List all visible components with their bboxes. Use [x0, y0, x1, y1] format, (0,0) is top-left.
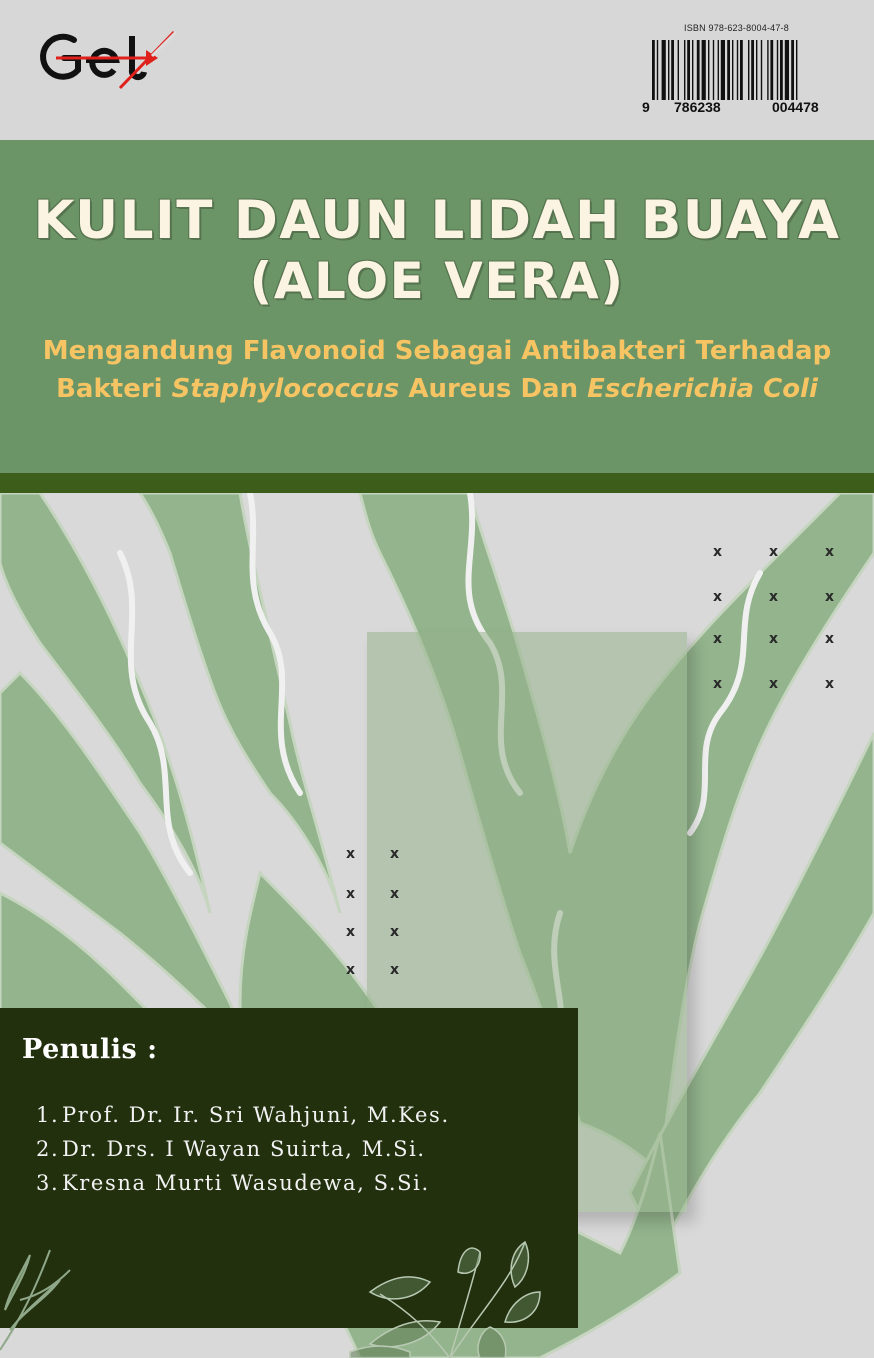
- x-mark: x: [769, 544, 779, 560]
- barcode-bar: [652, 40, 655, 100]
- leaf-sprig-icon: [0, 1240, 80, 1358]
- x-mark: x: [346, 886, 356, 902]
- x-mark: x: [825, 631, 835, 647]
- author-item: [36, 1098, 450, 1132]
- barcode-bar: [697, 40, 700, 100]
- author-number: 3.: [36, 1171, 60, 1195]
- barcode-bar: [662, 40, 666, 100]
- author-list: [36, 1098, 450, 1200]
- barcode-bar: [657, 40, 658, 100]
- barcode-bar: [702, 40, 706, 100]
- x-mark: x: [769, 631, 779, 647]
- x-mark: x: [346, 924, 356, 940]
- barcode-bar: [785, 40, 789, 100]
- author-heading: Penulis :: [22, 1034, 158, 1065]
- barcode-bar: [796, 40, 797, 100]
- x-mark: x: [390, 846, 400, 862]
- barcode-bar: [761, 40, 762, 100]
- x-mark: x: [713, 676, 723, 692]
- isbn-barcode-area: [640, 20, 860, 120]
- x-mark: x: [346, 846, 356, 862]
- x-mark: x: [713, 544, 723, 560]
- barcode-bar: [727, 40, 730, 100]
- x-mark: x: [390, 924, 400, 940]
- barcode-digit-lead: 9: [642, 99, 650, 115]
- isbn-label: ISBN 978-623-8004-47-8: [684, 23, 789, 33]
- subtitle-text-aureus: Aureus Dan: [408, 374, 579, 404]
- publisher-logo: [34, 26, 184, 96]
- x-mark: x: [825, 676, 835, 692]
- author-number: 2.: [36, 1137, 60, 1161]
- barcode-icon: [652, 40, 850, 104]
- x-mark: x: [713, 631, 723, 647]
- barcode-bar: [718, 40, 719, 100]
- author-item: [36, 1166, 450, 1200]
- barcode-bar: [770, 40, 773, 100]
- barcode-bar: [713, 40, 714, 100]
- book-title-line1: KULIT DAUN LIDAH BUAYA: [33, 190, 841, 251]
- barcode-digit-group1: 786238: [674, 99, 721, 115]
- x-mark: x: [769, 589, 779, 605]
- subtitle-text-bakteri: Bakteri: [56, 374, 163, 404]
- x-mark: x: [713, 589, 723, 605]
- book-subtitle: [0, 332, 874, 408]
- barcode-bar: [668, 40, 669, 100]
- subtitle-line1: Mengandung Flavonoid Sebagai Antibakteri Terhadap: [42, 336, 832, 366]
- barcode-bar: [740, 40, 743, 100]
- title-strip: [0, 473, 874, 493]
- barcode-bar: [756, 40, 757, 100]
- barcode-bar: [751, 40, 754, 100]
- barcode-bar: [684, 40, 685, 100]
- barcode-bar: [678, 40, 679, 100]
- barcode-bar: [708, 40, 709, 100]
- barcode-bar: [732, 40, 733, 100]
- x-mark: x: [769, 676, 779, 692]
- x-mark: x: [390, 886, 400, 902]
- barcode-bar: [767, 40, 768, 100]
- barcode-bar: [687, 40, 690, 100]
- barcode-bar: [671, 40, 674, 100]
- author-item: [36, 1132, 450, 1166]
- x-mark: x: [390, 962, 400, 978]
- barcode-bar: [777, 40, 778, 100]
- author-name: Prof. Dr. Ir. Sri Wahjuni, M.Kes.: [62, 1103, 450, 1127]
- barcode-bar: [780, 40, 783, 100]
- author-name: Dr. Drs. I Wayan Suirta, M.Si.: [62, 1137, 426, 1161]
- subtitle-staphylococcus: Staphylococcus: [171, 374, 400, 404]
- x-mark: x: [825, 589, 835, 605]
- author-name: Kresna Murti Wasudewa, S.Si.: [62, 1171, 430, 1195]
- barcode-bar: [737, 40, 738, 100]
- barcode-bar: [791, 40, 794, 100]
- subtitle-escherichia: Escherichia Coli: [587, 374, 818, 404]
- book-title-line2: (ALOE VERA): [249, 252, 625, 310]
- subtitle-line2: [0, 370, 874, 408]
- x-mark: x: [825, 544, 835, 560]
- barcode-bar: [721, 40, 725, 100]
- author-number: 1.: [36, 1103, 60, 1127]
- leaf-branch-icon: [330, 1232, 580, 1358]
- barcode-bar: [748, 40, 749, 100]
- barcode-bar: [692, 40, 693, 100]
- barcode-digit-group2: 004478: [772, 99, 819, 115]
- x-mark: x: [346, 962, 356, 978]
